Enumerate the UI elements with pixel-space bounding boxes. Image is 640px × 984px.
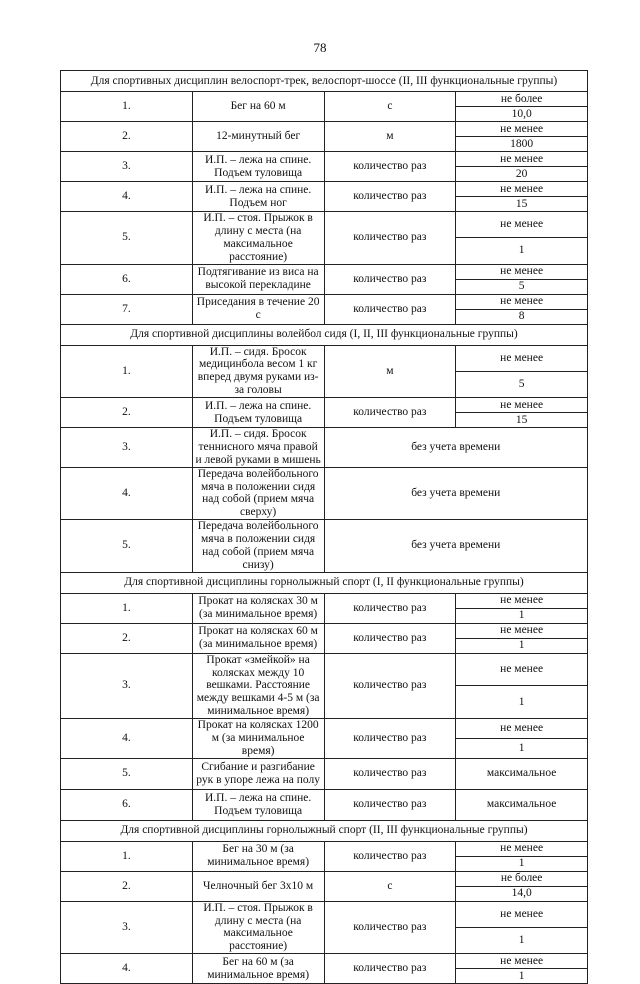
norm-condition: не менее <box>456 593 588 608</box>
norm-value: 1800 <box>456 137 588 152</box>
standards-table-body <box>61 71 588 984</box>
exercise-name: Бег на 60 м <box>192 92 324 122</box>
unit-cell: количество раз <box>324 841 456 871</box>
row-number: 5. <box>61 758 193 789</box>
section-header: Для спортивной дисциплины горнолыжный спорт (II, III функциональные группы) <box>61 820 588 841</box>
table-row <box>61 92 588 107</box>
table-row <box>61 182 588 197</box>
exercise-name: И.П. – сидя. Бросок медицинбола весом 1 кг вперед двумя руками из-за головы <box>192 345 324 398</box>
unit-cell: количество раз <box>324 623 456 653</box>
exercise-name: Бег на 30 м (за минимальное время) <box>192 841 324 871</box>
norm-value: 20 <box>456 167 588 182</box>
norm-note: без учета времени <box>324 467 588 520</box>
exercise-name: Прокат на колясках 60 м (за минимальное время) <box>192 623 324 653</box>
row-number: 3. <box>61 653 193 718</box>
table-row <box>61 398 588 413</box>
norm-condition: не менее <box>456 122 588 137</box>
row-number: 3. <box>61 152 193 182</box>
unit-cell: с <box>324 871 456 901</box>
table-row <box>61 428 588 468</box>
norm-condition: не менее <box>456 152 588 167</box>
norm-value: 1 <box>456 686 588 719</box>
unit-cell: количество раз <box>324 954 456 984</box>
norm-value: 1 <box>456 238 588 264</box>
row-number: 6. <box>61 264 193 294</box>
unit-cell: количество раз <box>324 593 456 623</box>
table-row <box>61 954 588 969</box>
norm-value: максимальное <box>456 758 588 789</box>
norm-condition: не менее <box>456 345 588 371</box>
standards-table <box>60 70 588 984</box>
section-header: Для спортивной дисциплины волейбол сидя (I, II, III функциональные группы) <box>61 324 588 345</box>
section-header: Для спортивных дисциплин велоспорт-трек, велоспорт-шоссе (II, III функциональные группы) <box>61 71 588 92</box>
table-row <box>61 294 588 309</box>
row-number: 4. <box>61 954 193 984</box>
row-number: 3. <box>61 428 193 468</box>
exercise-name: Бег на 60 м (за минимальное время) <box>192 954 324 984</box>
exercise-name: Передача волейбольного мяча в положении сидя над собой (прием мяча сверху) <box>192 467 324 520</box>
exercise-name: Сгибание и разгибание рук в упоре лежа на полу <box>192 758 324 789</box>
unit-cell: количество раз <box>324 294 456 324</box>
norm-condition: не менее <box>456 398 588 413</box>
exercise-name: Прокат на колясках 1200 м (за минимальное время) <box>192 719 324 759</box>
table-row <box>61 719 588 739</box>
row-number: 5. <box>61 212 193 265</box>
norm-condition: не менее <box>456 719 588 739</box>
exercise-name: Прокат на колясках 30 м (за минимальное время) <box>192 593 324 623</box>
unit-cell: количество раз <box>324 212 456 265</box>
norm-condition: не менее <box>456 212 588 238</box>
norm-value: 1 <box>456 856 588 871</box>
norm-condition: не менее <box>456 901 588 927</box>
norm-value: 15 <box>456 197 588 212</box>
table-row <box>61 345 588 371</box>
unit-cell: с <box>324 92 456 122</box>
unit-cell: количество раз <box>324 653 456 718</box>
section-header: Для спортивной дисциплины горнолыжный спорт (I, II функциональные группы) <box>61 572 588 593</box>
exercise-name: 12-минутный бег <box>192 122 324 152</box>
norm-value: 1 <box>456 927 588 953</box>
table-row <box>61 152 588 167</box>
row-number: 1. <box>61 92 193 122</box>
norm-condition: не менее <box>456 182 588 197</box>
unit-cell: м <box>324 122 456 152</box>
unit-cell: количество раз <box>324 719 456 759</box>
norm-condition: не менее <box>456 294 588 309</box>
norm-value: 10,0 <box>456 107 588 122</box>
exercise-name: И.П. – лежа на спине. Подъем туловища <box>192 152 324 182</box>
row-number: 4. <box>61 182 193 212</box>
norm-value: максимальное <box>456 789 588 820</box>
norm-value: 14,0 <box>456 886 588 901</box>
norm-condition: не менее <box>456 954 588 969</box>
norm-value: 1 <box>456 638 588 653</box>
table-row <box>61 264 588 279</box>
table-row <box>61 467 588 520</box>
row-number: 6. <box>61 789 193 820</box>
section-header-row <box>61 324 588 345</box>
norm-note: без учета времени <box>324 428 588 468</box>
norm-value: 5 <box>456 279 588 294</box>
norm-value: 5 <box>456 371 588 397</box>
row-number: 7. <box>61 294 193 324</box>
table-row <box>61 789 588 820</box>
norm-condition: не менее <box>456 623 588 638</box>
row-number: 2. <box>61 122 193 152</box>
section-header-row <box>61 572 588 593</box>
row-number: 5. <box>61 520 193 573</box>
unit-cell: м <box>324 345 456 398</box>
exercise-name: И.П. – лежа на спине. Подъем туловища <box>192 398 324 428</box>
row-number: 4. <box>61 467 193 520</box>
table-row <box>61 841 588 856</box>
row-number: 1. <box>61 345 193 398</box>
page-number: 78 <box>313 40 327 55</box>
unit-cell: количество раз <box>324 758 456 789</box>
norm-condition: не более <box>456 871 588 886</box>
norm-value: 8 <box>456 309 588 324</box>
row-number: 3. <box>61 901 193 954</box>
table-row <box>61 520 588 573</box>
norm-value: 1 <box>456 969 588 984</box>
unit-cell: количество раз <box>324 398 456 428</box>
row-number: 2. <box>61 623 193 653</box>
exercise-name: И.П. – лежа на спине. Подъем ног <box>192 182 324 212</box>
table-row <box>61 653 588 686</box>
unit-cell: количество раз <box>324 182 456 212</box>
row-number: 2. <box>61 871 193 901</box>
exercise-name: И.П. – стоя. Прыжок в длину с места (на максимальное расстояние) <box>192 212 324 265</box>
norm-value: 1 <box>456 608 588 623</box>
exercise-name: И.П. – стоя. Прыжок в длину с места (на максимальное расстояние) <box>192 901 324 954</box>
norm-condition: не менее <box>456 264 588 279</box>
norm-note: без учета времени <box>324 520 588 573</box>
exercise-name: И.П. – сидя. Бросок теннисного мяча правой и левой руками в мишень <box>192 428 324 468</box>
unit-cell: количество раз <box>324 152 456 182</box>
unit-cell: количество раз <box>324 789 456 820</box>
norm-condition: не более <box>456 92 588 107</box>
norm-condition: не менее <box>456 841 588 856</box>
table-row <box>61 122 588 137</box>
exercise-name: Приседания в течение 20 с <box>192 294 324 324</box>
row-number: 4. <box>61 719 193 759</box>
section-header-row <box>61 820 588 841</box>
section-header-row <box>61 71 588 92</box>
table-row <box>61 871 588 886</box>
norm-value: 1 <box>456 738 588 758</box>
norm-condition: не менее <box>456 653 588 686</box>
table-row <box>61 901 588 927</box>
table-row <box>61 212 588 238</box>
row-number: 2. <box>61 398 193 428</box>
norm-value: 15 <box>456 413 588 428</box>
table-row <box>61 593 588 608</box>
exercise-name: И.П. – лежа на спине. Подъем туловища <box>192 789 324 820</box>
row-number: 1. <box>61 593 193 623</box>
exercise-name: Подтягивание из виса на высокой перекладине <box>192 264 324 294</box>
table-row <box>61 623 588 638</box>
table-row <box>61 758 588 789</box>
exercise-name: Передача волейбольного мяча в положении сидя над собой (прием мяча снизу) <box>192 520 324 573</box>
exercise-name: Челночный бег 3х10 м <box>192 871 324 901</box>
unit-cell: количество раз <box>324 264 456 294</box>
unit-cell: количество раз <box>324 901 456 954</box>
exercise-name: Прокат «змейкой» на колясках между 10 вешками. Расстояние между вешками 4-5 м (за минимальное время) <box>192 653 324 718</box>
row-number: 1. <box>61 841 193 871</box>
